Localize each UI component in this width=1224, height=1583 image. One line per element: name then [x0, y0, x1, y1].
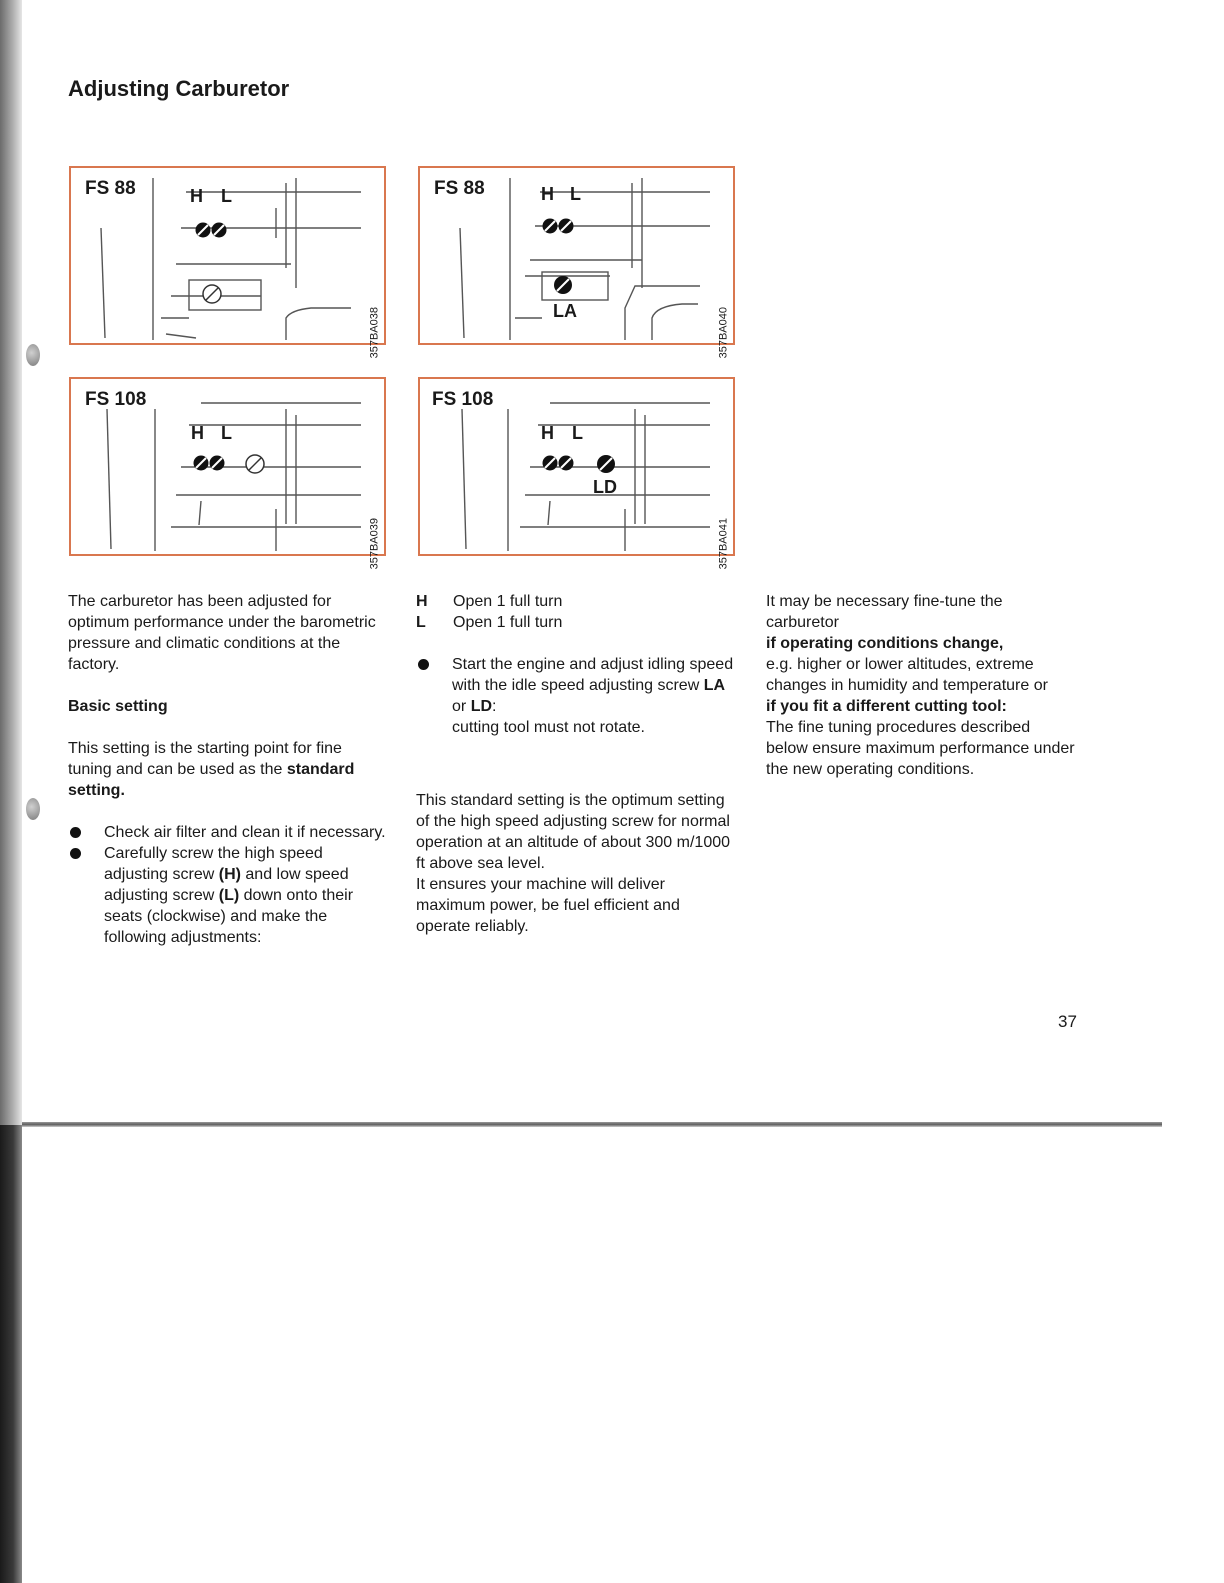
- figure-code: 357BA041: [717, 518, 729, 570]
- fine-tune-paragraph: It may be necessary fine-tune the carburetor if operating conditions change,: [766, 593, 1004, 652]
- ensures-paragraph: It ensures your machine will deliver maximum power, be fuel efficient and operate reliably.: [416, 876, 680, 935]
- figure-model-label: FS 108: [432, 389, 494, 410]
- screw-l-label: L: [221, 186, 232, 206]
- procedures-paragraph: The fine tuning procedures described below ensure maximum performance under the new operating conditions.: [766, 719, 1075, 778]
- screw-h-label: H: [191, 423, 204, 443]
- figure-model-label: FS 88: [434, 178, 485, 199]
- page-edge-shadow-lower: [0, 1125, 22, 1583]
- binder-hole: [26, 798, 40, 820]
- bullet-item: Start the engine and adjust idling speed with the idle speed adjusting screw LA or LD: cutting tool must not rotate.: [416, 654, 736, 738]
- screw-h-label: H: [190, 186, 203, 206]
- page-title: Adjusting Carburetor: [68, 76, 290, 101]
- bullet-item: Carefully screw the high speed adjusting screw (H) and low speed adjusting screw (L) down onto their seats (clockwise) and make the following adjustments:: [68, 843, 388, 948]
- bullet-icon: [70, 848, 81, 859]
- page-fold-line: [22, 1122, 1162, 1127]
- figure-model-label: FS 108: [85, 389, 147, 410]
- idle-screw-label: LD: [593, 477, 617, 497]
- setting-row-l: L Open 1 full turn: [416, 614, 563, 631]
- figure-fs88-2: [418, 166, 735, 359]
- bullet-item: Check air filter and clean it if necessary.: [68, 822, 388, 843]
- bullet-icon: [70, 827, 81, 838]
- figure-fs88-1: [69, 166, 386, 359]
- standard-setting-paragraph: This setting is the starting point for fine tuning and can be used as the standard setting.: [68, 740, 355, 799]
- figure-code: 357BA040: [717, 307, 729, 359]
- intro-paragraph: The carburetor has been adjusted for optimum performance under the barometric pressure and climatic conditions at the factory.: [68, 593, 376, 673]
- screw-h-label: H: [541, 184, 554, 204]
- binder-hole: [26, 344, 40, 366]
- figure-model-label: FS 88: [85, 178, 136, 199]
- figure-code: 357BA038: [368, 307, 380, 359]
- section-heading: Basic setting: [68, 698, 168, 715]
- bullet-icon: [418, 659, 429, 670]
- screw-l-label: L: [221, 423, 232, 443]
- text-column-3: [766, 591, 1076, 780]
- setting-row-h: H Open 1 full turn: [416, 593, 563, 610]
- standard-paragraph: This standard setting is the optimum setting of the high speed adjusting screw for normal operation at an altitude of about 300 m/1000 ft above sea level.: [416, 792, 731, 872]
- figure-fs108-1: [69, 377, 386, 570]
- screw-l-label: L: [572, 423, 583, 443]
- screw-l-label: L: [570, 184, 581, 204]
- page-number: 37: [1058, 1012, 1077, 1031]
- conditions-paragraph: e.g. higher or lower altitudes, extreme changes in humidity and temperature or if you fit a different cutting tool:: [766, 656, 1048, 715]
- text-column-1: [68, 591, 388, 948]
- figure-fs108-2: [418, 377, 735, 570]
- text-column-2: [416, 591, 736, 937]
- idle-screw-label: LA: [553, 301, 577, 321]
- screw-h-label: H: [541, 423, 554, 443]
- figure-code: 357BA039: [368, 518, 380, 570]
